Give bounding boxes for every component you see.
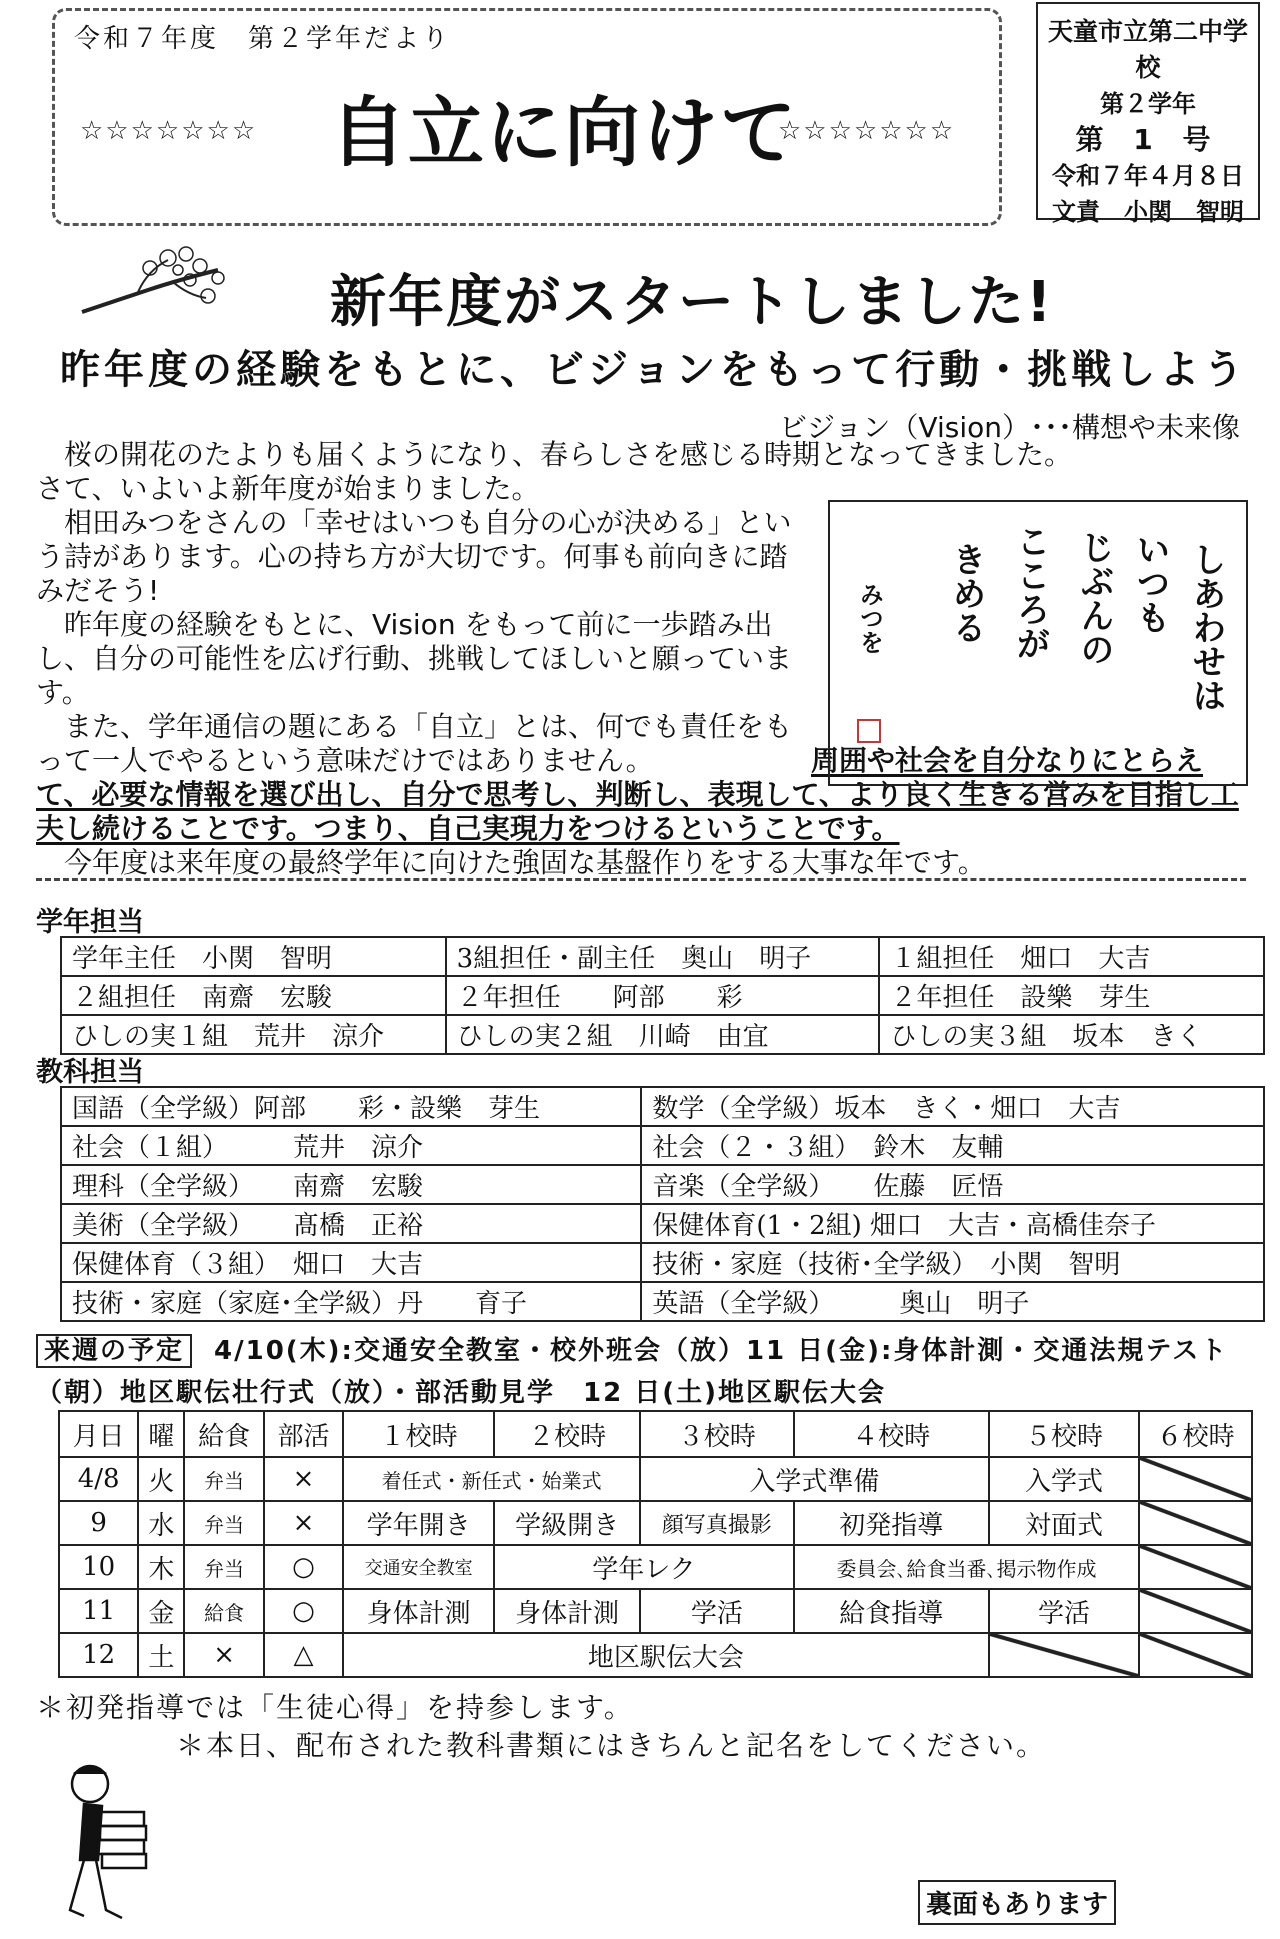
table-cell: 理科（全学級） 南齋 宏駿	[61, 1165, 641, 1204]
school-name: 天童市立第二中学校	[1047, 17, 1248, 82]
table-row	[59, 1501, 1252, 1545]
table-row	[61, 1126, 1264, 1165]
newsletter-title: 自立に向けて	[330, 88, 798, 177]
lunch-cell: 弁当	[184, 1545, 263, 1589]
period-cell: 学年開き	[343, 1501, 494, 1545]
paragraph: 昨年度の経験をもとに、Vision をもって前に一歩踏み出し、自分の可能性を広げ行動、挑戦してほしいと願っています。	[36, 608, 793, 709]
note-1: ＊初発指導では「生徒心得」を持参します。	[36, 1691, 634, 1724]
header-cell: 部活	[264, 1411, 343, 1457]
period-cell: 学活	[989, 1589, 1140, 1633]
period-cell: 委員会､給食当番､掲示物作成	[794, 1545, 1140, 1589]
table-cell: 保健体育(1・2組) 畑口 大吉・高橋佳奈子	[641, 1204, 1264, 1243]
staff-table	[60, 936, 1265, 1055]
period-cell: 顔写真撮影	[640, 1501, 794, 1545]
poem-signature: みつを	[855, 582, 885, 654]
table-cell: １組担任 畑口 大吉	[879, 937, 1264, 976]
table-row	[61, 1165, 1264, 1204]
seal-icon	[858, 720, 880, 742]
table-row	[59, 1633, 1252, 1677]
club-cell: ×	[264, 1501, 343, 1545]
empty-period-cell	[1139, 1589, 1252, 1633]
period-cell: 学年レク	[494, 1545, 794, 1589]
paragraph: 桜の開花のたよりも届くようになり、春らしさを感じる時期となってきました。	[36, 438, 1073, 471]
header-cell: ６校時	[1139, 1411, 1252, 1457]
header-cell: 曜	[138, 1411, 184, 1457]
table-row	[61, 976, 1264, 1015]
note-2: ＊本日、配布された教科書類にはきちんと記名をしてください。	[176, 1729, 1047, 1762]
poem-line: しあわせは	[1186, 542, 1226, 712]
period-cell: 入学式準備	[640, 1457, 989, 1501]
club-cell: ×	[264, 1457, 343, 1501]
date-cell: 4/8	[59, 1457, 138, 1501]
period-cell: 初発指導	[794, 1501, 989, 1545]
underlined-span: 周囲や社会を自分なりにとらえて、必要な情報を選び出し、自分で思考し、判断し、表現して、より良く生きる営みを目指し工夫し続けることです。つまり、自己実現力をつけるということです。	[36, 744, 1239, 845]
table-cell: ２年担任 阿部 彩	[446, 976, 880, 1015]
schedule-summary-text: 4/10(木):交通安全教室・校外班会（放）11 日(金):身体計測・交通法規テスト（朝）地区駅伝壮行式（放）・部活動見学 12 日(土)地区駅伝大会	[36, 1336, 1229, 1408]
period-cell: 学活	[640, 1589, 794, 1633]
header-cell: １校時	[343, 1411, 494, 1457]
table-row	[61, 1015, 1264, 1054]
lunch-cell: 給食	[184, 1589, 263, 1633]
lunch-cell: 弁当	[184, 1457, 263, 1501]
table-row	[61, 1204, 1264, 1243]
dow-cell: 火	[138, 1457, 184, 1501]
period-cell: 学級開き	[494, 1501, 640, 1545]
table-cell: ひしの実１組 荒井 涼介	[61, 1015, 446, 1054]
header-cell: ３校時	[640, 1411, 794, 1457]
table-cell: ２組担任 南齋 宏駿	[61, 976, 446, 1015]
grade-label: 第２学年	[1100, 90, 1196, 118]
period-cell: 入学式	[989, 1457, 1140, 1501]
empty-period-cell	[1139, 1633, 1252, 1677]
vision-note: ビジョン（Vision）･･･構想や未来像	[778, 411, 1240, 444]
table-cell: 学年主任 小関 智明	[61, 937, 446, 976]
poem-line: いつも	[1130, 532, 1170, 634]
schedule-label: 来週の予定	[36, 1334, 192, 1368]
lunch-cell: 弁当	[184, 1501, 263, 1545]
period-cell: 交通安全教室	[343, 1545, 494, 1589]
header-cell: 月日	[59, 1411, 138, 1457]
table-cell: 数学（全学級）坂本 きく・畑口 大吉	[641, 1087, 1264, 1126]
table-cell: 美術（全学級） 髙橋 正裕	[61, 1204, 641, 1243]
empty-period-cell	[1139, 1501, 1252, 1545]
empty-period-cell	[1139, 1545, 1252, 1589]
poem-line: じぶんの	[1074, 530, 1114, 666]
period-cell: 着任式・新任式・始業式	[343, 1457, 640, 1501]
table-row	[61, 1087, 1264, 1126]
stars-right: ☆☆☆☆☆☆☆	[778, 116, 956, 146]
table-row	[61, 937, 1264, 976]
paragraph: 相田みつをさんの「幸せはいつも自分の心が決める」という詩があります。心の持ち方が大切です。何事も前向きに踏みだそう!	[36, 506, 792, 607]
issue-line: 令和７年度 第２学年だより	[74, 24, 452, 54]
table-cell: 社会（１組） 荒井 涼介	[61, 1126, 641, 1165]
header-cell: ２校時	[494, 1411, 640, 1457]
editor: 文責 小関 智明	[1052, 198, 1244, 226]
staff-label: 学年担当	[36, 907, 144, 938]
schedule-table	[58, 1410, 1253, 1678]
table-cell: ２年担任 設樂 芽生	[879, 976, 1264, 1015]
date-cell: 11	[59, 1589, 138, 1633]
table-cell: 保健体育（３組） 畑口 大吉	[61, 1243, 641, 1282]
lunch-cell: ×	[184, 1633, 263, 1677]
dow-cell: 水	[138, 1501, 184, 1545]
table-cell: 国語（全学級）阿部 彩・設樂 芽生	[61, 1087, 641, 1126]
dow-cell: 木	[138, 1545, 184, 1589]
table-row	[59, 1545, 1252, 1589]
poem-svg	[830, 502, 1246, 784]
table-cell: 3組担任・副主任 奥山 明子	[446, 937, 880, 976]
subjects-label: 教科担当	[36, 1057, 144, 1088]
table-cell: 英語（全学級） 奥山 明子	[641, 1282, 1264, 1321]
table-row	[59, 1457, 1252, 1501]
divider	[36, 878, 1246, 881]
poem-line: こころが	[1010, 524, 1050, 660]
dow-cell: 土	[138, 1633, 184, 1677]
back-page-note: 裏面もあります	[918, 1880, 1116, 1925]
issue-date: 令和７年４月８日	[1052, 162, 1244, 190]
headline: 新年度がスタートしました!	[330, 270, 1054, 335]
date-cell: 12	[59, 1633, 138, 1677]
club-cell: ○	[264, 1589, 343, 1633]
student-carrying-books-icon	[50, 1760, 160, 1935]
paragraph: さて、いよいよ新年度が始まりました。	[36, 472, 540, 505]
club-cell: △	[264, 1633, 343, 1677]
table-row	[61, 1282, 1264, 1321]
header-cell: ５校時	[989, 1411, 1140, 1457]
table-cell: ひしの実２組 川崎 由宜	[446, 1015, 880, 1054]
poem-line: きめる	[946, 542, 986, 644]
paragraph-text: また、学年通信の題にある「自立」とは、何でも責任をもって一人でやるという意味だけではありません。	[36, 710, 793, 777]
dow-cell: 金	[138, 1589, 184, 1633]
period-cell: 対面式	[989, 1501, 1140, 1545]
stars-left: ☆☆☆☆☆☆☆	[80, 116, 258, 146]
table-cell: 技術・家庭（技術･全学級） 小関 智明	[641, 1243, 1264, 1282]
table-cell: 技術・家庭（家庭･全学級）丹 育子	[61, 1282, 641, 1321]
empty-period-cell	[989, 1633, 1140, 1677]
table-row	[59, 1589, 1252, 1633]
cherry-blossom-icon	[78, 240, 228, 320]
table-cell: ひしの実３組 坂本 きく	[879, 1015, 1264, 1054]
period-cell: 給食指導	[794, 1589, 989, 1633]
paragraph: 今年度は来年度の最終学年に向けた強固な基盤作りをする大事な年です。	[36, 846, 986, 879]
subheadline: 昨年度の経験をもとに、ビジョンをもって行動・挑戦しよう	[60, 347, 1248, 393]
schedule-summary	[36, 1330, 1246, 1414]
header-cell: ４校時	[794, 1411, 989, 1457]
period-cell: 身体計測	[343, 1589, 494, 1633]
table-cell: 音楽（全学級） 佐藤 匠悟	[641, 1165, 1264, 1204]
header-cell: 給食	[184, 1411, 263, 1457]
empty-period-cell	[1139, 1457, 1252, 1501]
publication-info-box	[1036, 2, 1260, 226]
table-row	[61, 1243, 1264, 1282]
table-header-row	[59, 1411, 1252, 1457]
date-cell: 10	[59, 1545, 138, 1589]
subjects-table	[60, 1086, 1265, 1322]
club-cell: ○	[264, 1545, 343, 1589]
table-cell: 社会（２・３組） 鈴木 友輔	[641, 1126, 1264, 1165]
poem-calligraphy	[828, 500, 1248, 786]
date-cell: 9	[59, 1501, 138, 1545]
period-cell: 身体計測	[494, 1589, 640, 1633]
issue-number: 第 1 号	[1075, 123, 1221, 156]
period-cell: 地区駅伝大会	[343, 1633, 989, 1677]
